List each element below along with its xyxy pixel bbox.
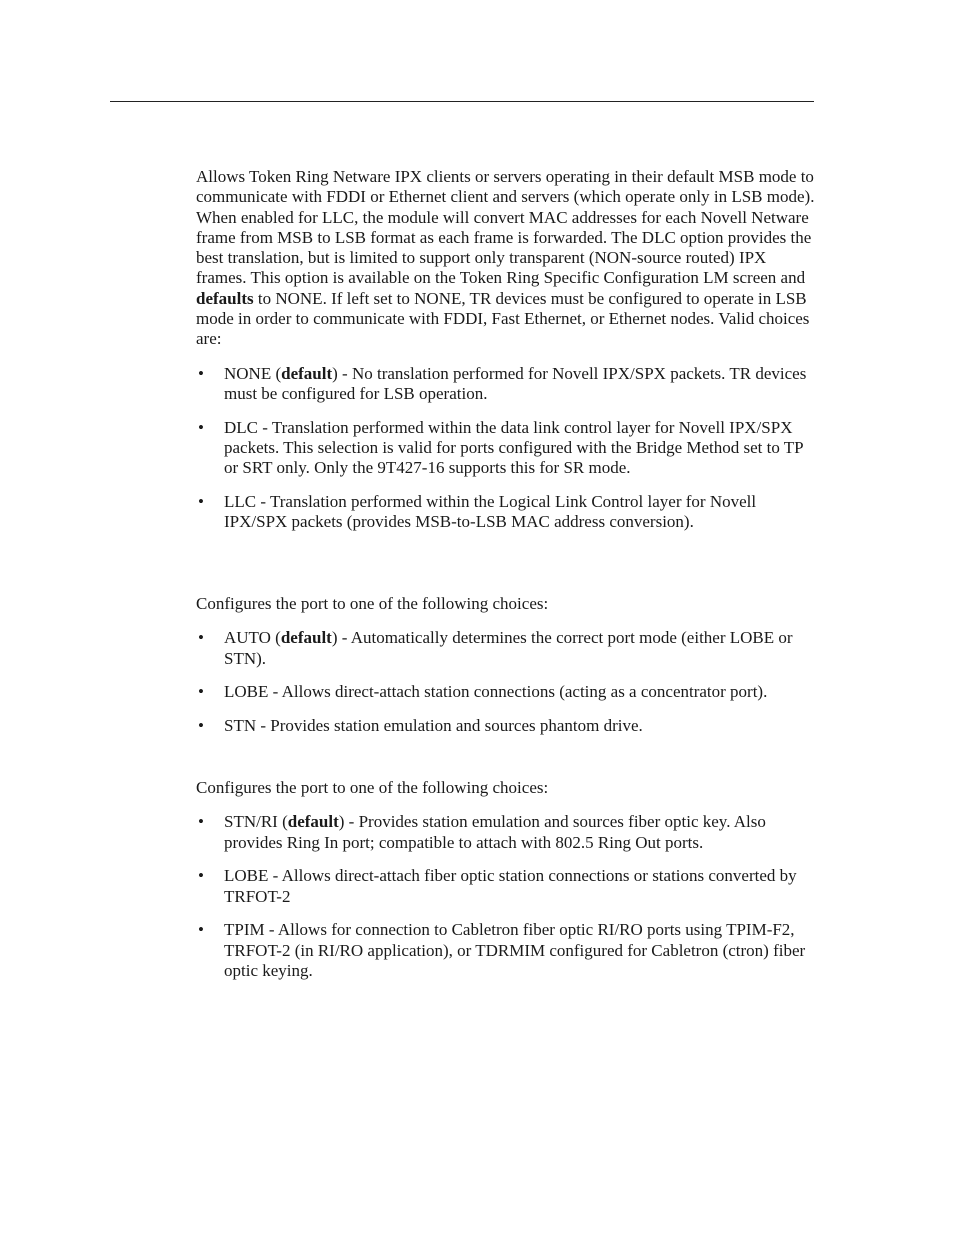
section-port-mode <box>196 594 816 736</box>
bullet-icon: • <box>198 920 204 940</box>
bullet-icon: • <box>198 363 204 383</box>
header-rule <box>110 101 814 102</box>
bullet-icon: • <box>198 812 204 832</box>
choice-list <box>196 812 816 981</box>
choice-list <box>196 364 816 533</box>
list-item: • NONE (default) - No translation performed for Novell IPX/SPX packets. TR devices must be configured for LSB operation. <box>198 363 807 403</box>
bullet-icon: • <box>198 682 204 702</box>
section-fiber-mode <box>196 778 816 981</box>
choice-list <box>196 628 816 736</box>
bullet-icon: • <box>198 492 204 512</box>
list-item: • TPIM - Allows for connection to Cabletron fiber optic RI/RO ports using TPIM-F2, TRFOT-2 (in RI/RO application), or TDRMIM configured for Cabletron (ctron) fiber optic keying. <box>198 920 806 981</box>
bullet-icon: • <box>198 417 204 437</box>
list-item: • DLC - Translation performed within the data link control layer for Novell IPX/SPX packets. This selection is valid for ports configured with the Bridge Method set to TP or SRT only. Only the 9T427-16 supports this for SR mode. <box>198 417 804 478</box>
section-intro: Configures the port to one of the following choices: <box>196 594 549 613</box>
bullet-icon: • <box>198 628 204 648</box>
list-item: • STN - Provides station emulation and sources phantom drive. <box>198 716 643 736</box>
list-item: • LOBE - Allows direct-attach fiber optic station connections or stations converted by TRFOT-2 <box>198 866 797 906</box>
section-intro: Configures the port to one of the following choices: <box>196 778 549 797</box>
list-item: • STN/RI (default) - Provides station emulation and sources fiber optic key. Also provides Ring In port; compatible to attach with 802.5 Ring Out ports. <box>198 812 766 852</box>
section-intro: Allows Token Ring Netware IPX clients or servers operating in their default MSB mode to communicate with FDDI or Ethernet client and servers (which operate only in LSB mode). When enabled for LLC, the module will convert MAC addresses for each Novell Netware frame from MSB to LSB format as each frame is forwarded. The DLC option provides the best translation, but is limited to support only transparent (NON-source routed) IPX frames. This option is available on the Token Ring Specific Configuration LM screen and defaults to NONE. If left set to NONE, TR devices must be configured to operate in LSB mode in order to communicate with FDDI, Fast Ethernet, or Ethernet nodes. Valid choices are: <box>196 167 815 349</box>
bullet-icon: • <box>198 866 204 886</box>
list-item: • LOBE - Allows direct-attach station connections (acting as a concentrator port). <box>198 682 768 702</box>
bullet-icon: • <box>198 716 204 736</box>
list-item: • AUTO (default) - Automatically determines the correct port mode (either LOBE or STN). <box>198 628 793 668</box>
section-ipx-translation <box>196 167 816 533</box>
list-item: • LLC - Translation performed within the Logical Link Control layer for Novell IPX/SPX packets (provides MSB-to-LSB MAC address conversion). <box>198 492 757 532</box>
